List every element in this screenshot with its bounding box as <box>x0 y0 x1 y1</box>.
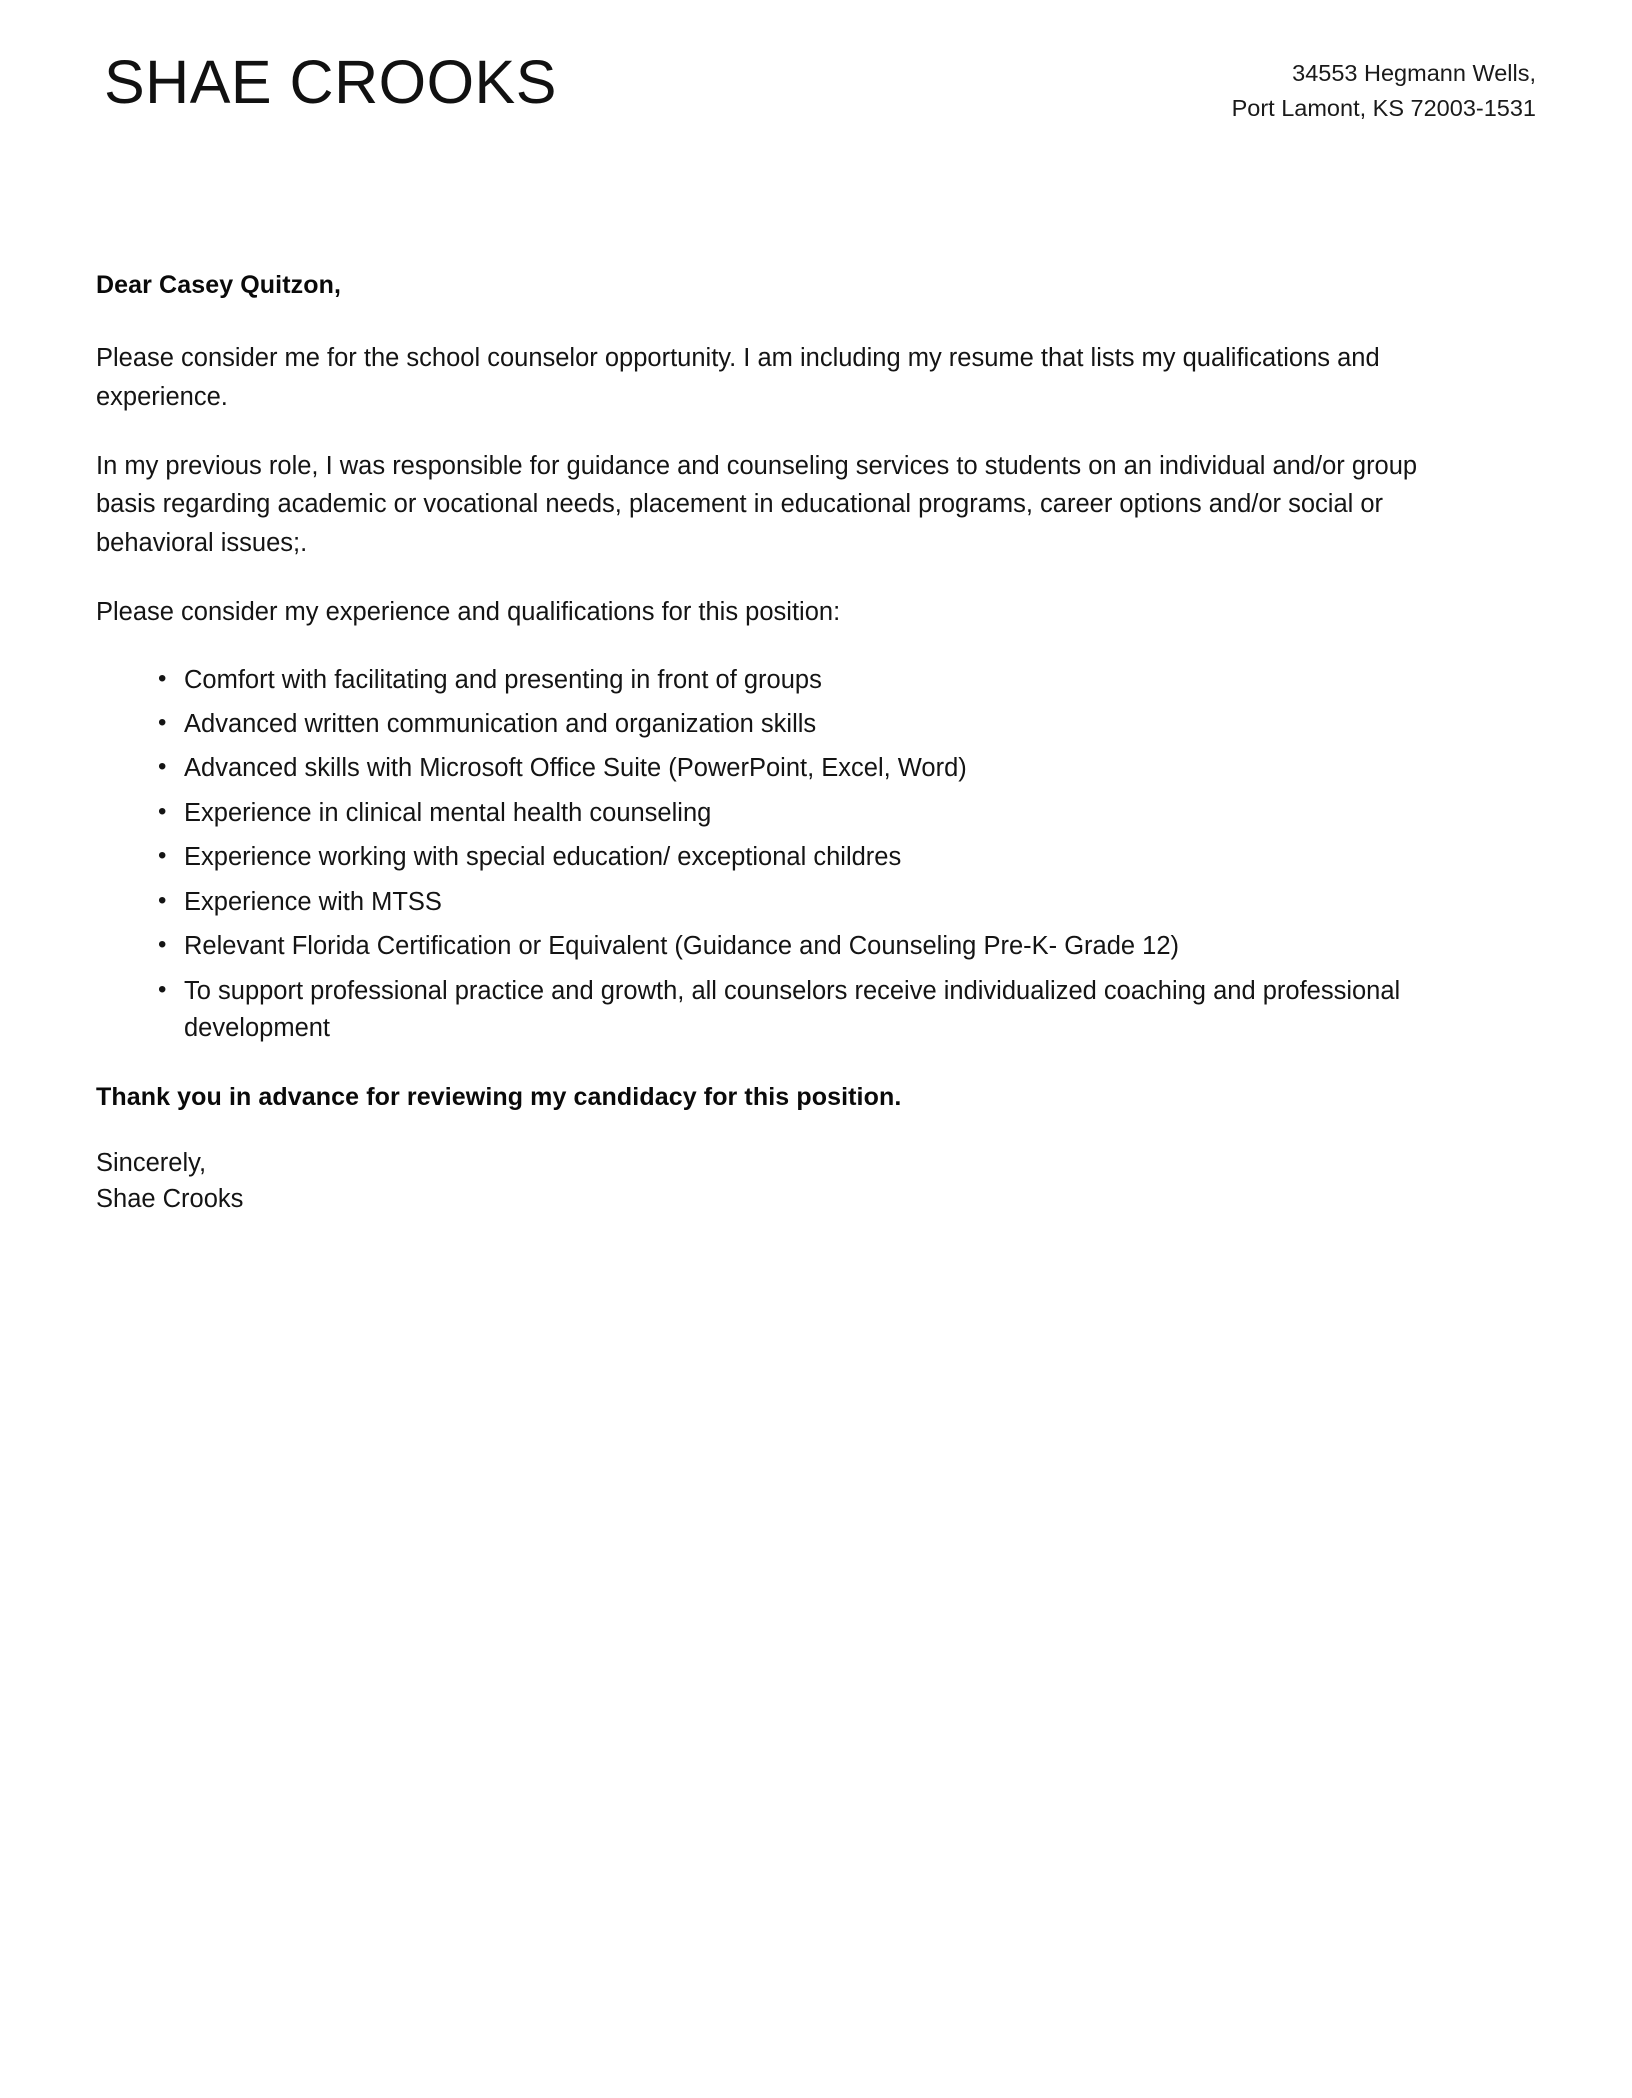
list-item: • Experience working with special education/ exceptional childres <box>158 839 1528 876</box>
address-line-1: 34553 Hegmann Wells, <box>1292 60 1536 86</box>
paragraph-intro: Please consider me for the school counselor opportunity. I am including my resume that lists my qualifications and experience. <box>96 344 1380 411</box>
signoff: Sincerely, <box>96 1148 207 1177</box>
list-item: • Relevant Florida Certification or Equivalent (Guidance and Counseling Pre-K- Grade 12) <box>158 928 1528 965</box>
letter-body <box>96 268 1536 1217</box>
qualifications-list <box>96 662 1528 1048</box>
signature-block <box>96 1145 1536 1217</box>
sender-address <box>1232 56 1536 127</box>
address-line-2: Port Lamont, KS 72003-1531 <box>1231 95 1536 122</box>
paragraph-qualifications-lead: Please consider my experience and qualifications for this position: <box>96 597 841 626</box>
paragraph-experience: In my previous role, I was responsible for guidance and counseling services to students on an individual and/or group basis regarding academic or vocational needs, placement in educational programs, career options and/or social or behavioral issues;. <box>96 451 1418 557</box>
list-item: • Comfort with facilitating and presenting in front of groups <box>158 662 1528 699</box>
list-item: • Advanced written communication and organization skills <box>158 706 1528 743</box>
list-item: • To support professional practice and growth, all counselors receive individualized coaching and professional development <box>158 973 1528 1048</box>
list-item: • Experience in clinical mental health counseling <box>158 795 1528 832</box>
closing-statement: Thank you in advance for reviewing my candidacy for this position. <box>96 1082 902 1111</box>
signature-name: Shae Crooks <box>96 1185 244 1214</box>
salutation: Dear Casey Quitzon, <box>96 271 342 299</box>
list-item: • Advanced skills with Microsoft Office Suite (PowerPoint, Excel, Word) <box>158 750 1528 787</box>
letter-header <box>0 48 1632 158</box>
list-item: • Experience with MTSS <box>158 884 1528 921</box>
page-title: SHAE CROOKS <box>104 48 557 116</box>
